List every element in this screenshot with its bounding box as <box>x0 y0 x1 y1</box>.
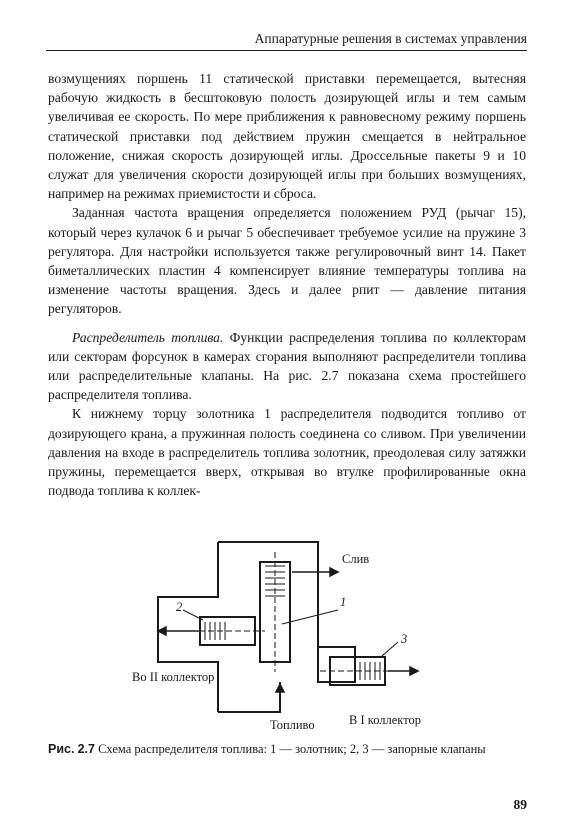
page-number: 89 <box>513 797 527 812</box>
collector-2-arrow-head <box>158 627 166 635</box>
leader-2 <box>183 610 203 620</box>
paragraph-1: возмущениях поршень 11 статической приставки перемещается, вытесняя рабочую жидкость в бесштоковую полость дозирующей иглы и тем самым увеличивая ее скорость. По мере приближения к равновесному режиму поршень статической приставки под действием пружин смещается в нейтральное положение, снижая скорость дозирующей иглы. Дроссельные пакеты 9 и 10 служат для увеличения скорости дозирующей иглы при больших возмущениях, например на режимах приемистости и сброса. <box>48 71 526 202</box>
part-3-label: 3 <box>401 632 408 646</box>
paragraph-4: К нижнему торцу золотника 1 распределителя подводится топливо от дозирующего крана, а пружинная полость соединена со сливом. При увеличении давления на входе в распределитель топлива золотник, преодолевая силу затяжки пружины, перемещается вверх, открывая во втулке профилированные окна подвода топлива к коллек- <box>48 406 526 499</box>
drain-arrow-head <box>330 568 338 576</box>
fuel-label: Топливо <box>270 718 315 732</box>
paragraph-3-lead: Распределитель топлива. <box>72 329 224 345</box>
collector-2-label: Во II коллектор <box>132 670 215 684</box>
running-header-title: Аппаратурные решения в системах управления <box>254 31 527 46</box>
drain-label: Слив <box>342 552 370 566</box>
part-2-label: 2 <box>176 600 183 614</box>
fuel-arrow-head <box>276 684 284 692</box>
paragraph-2: Заданная частота вращения определяется положением РУД (рычаг 15), который через кулачок 6 и рычаг 5 обеспечивает требуемое усилие на пружине 3 регулятора. Для настройки используется также регулировочный винт 14. Пакет биметаллических пластин 4 компенсирует влияние температуры топлива на изменение частоты вращения. Здесь и далее pпит — давление питания регуляторов. <box>48 205 526 317</box>
body-text <box>48 69 526 500</box>
running-header <box>46 28 527 51</box>
caption-prefix: Рис. <box>48 742 75 756</box>
paragraph-3 <box>48 328 526 405</box>
housing-outline-bottom <box>218 682 280 712</box>
leader-3 <box>382 642 398 656</box>
fuel-distributor-schematic <box>130 532 430 732</box>
figure-diagram <box>130 532 430 732</box>
caption-number: 2.7 <box>77 742 95 756</box>
paragraph-3-text: Функции распределения топлива по коллекторам или секторам форсунок в камерах сгорания выполняют распределители топлива или распределительные клапаны. На рис. 2.7 показана схема простейшего распределителя топлива. <box>48 329 526 403</box>
part-1-label: 1 <box>340 595 347 609</box>
figure-caption <box>48 741 526 758</box>
collector-1-arrow-head <box>410 667 418 675</box>
caption-text: Схема распределителя топлива: 1 — золотник; 2, 3 — запорные клапаны <box>98 742 486 756</box>
housing-outline-left <box>158 542 218 712</box>
collector-1-label: В I коллектор <box>349 713 422 727</box>
